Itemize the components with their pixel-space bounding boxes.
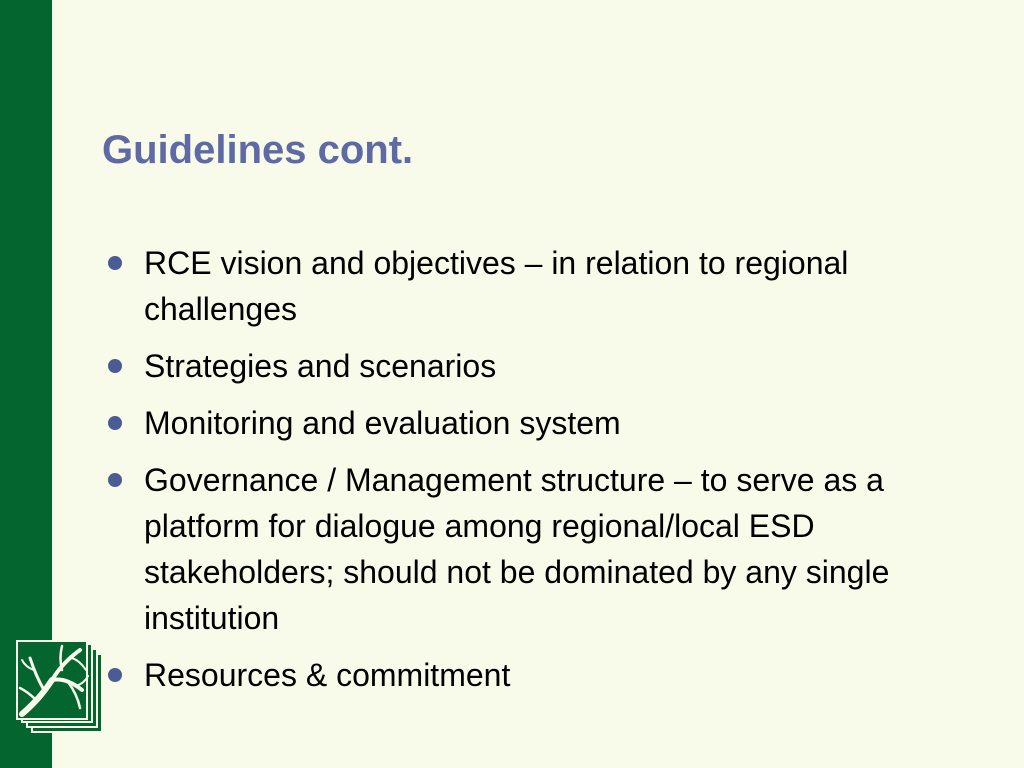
bullet-item xyxy=(104,240,924,332)
bullet-dot-icon xyxy=(108,256,122,270)
bullet-dot-icon xyxy=(108,668,122,682)
bullet-item xyxy=(104,652,924,698)
bullet-text: Monitoring and evaluation system xyxy=(144,405,621,441)
bullet-dot-icon xyxy=(108,473,122,487)
bullet-dot-icon xyxy=(108,416,122,430)
bullet-list xyxy=(104,240,924,709)
bullet-item xyxy=(104,343,924,389)
bullet-text: Governance / Management structure – to serve as a platform for dialogue among regional/local ESD stakeholders; should not be dominated by any single institution xyxy=(144,462,890,636)
bullet-item xyxy=(104,400,924,446)
bullet-text: Strategies and scenarios xyxy=(144,348,497,384)
slide-title: Guidelines cont. xyxy=(102,128,414,172)
bullet-dot-icon xyxy=(108,359,122,373)
bullet-text: RCE vision and objectives – in relation to regional challenges xyxy=(144,245,849,327)
bullet-item xyxy=(104,457,924,641)
bullet-text: Resources & commitment xyxy=(144,657,511,693)
tree-book-logo-icon xyxy=(16,640,106,736)
